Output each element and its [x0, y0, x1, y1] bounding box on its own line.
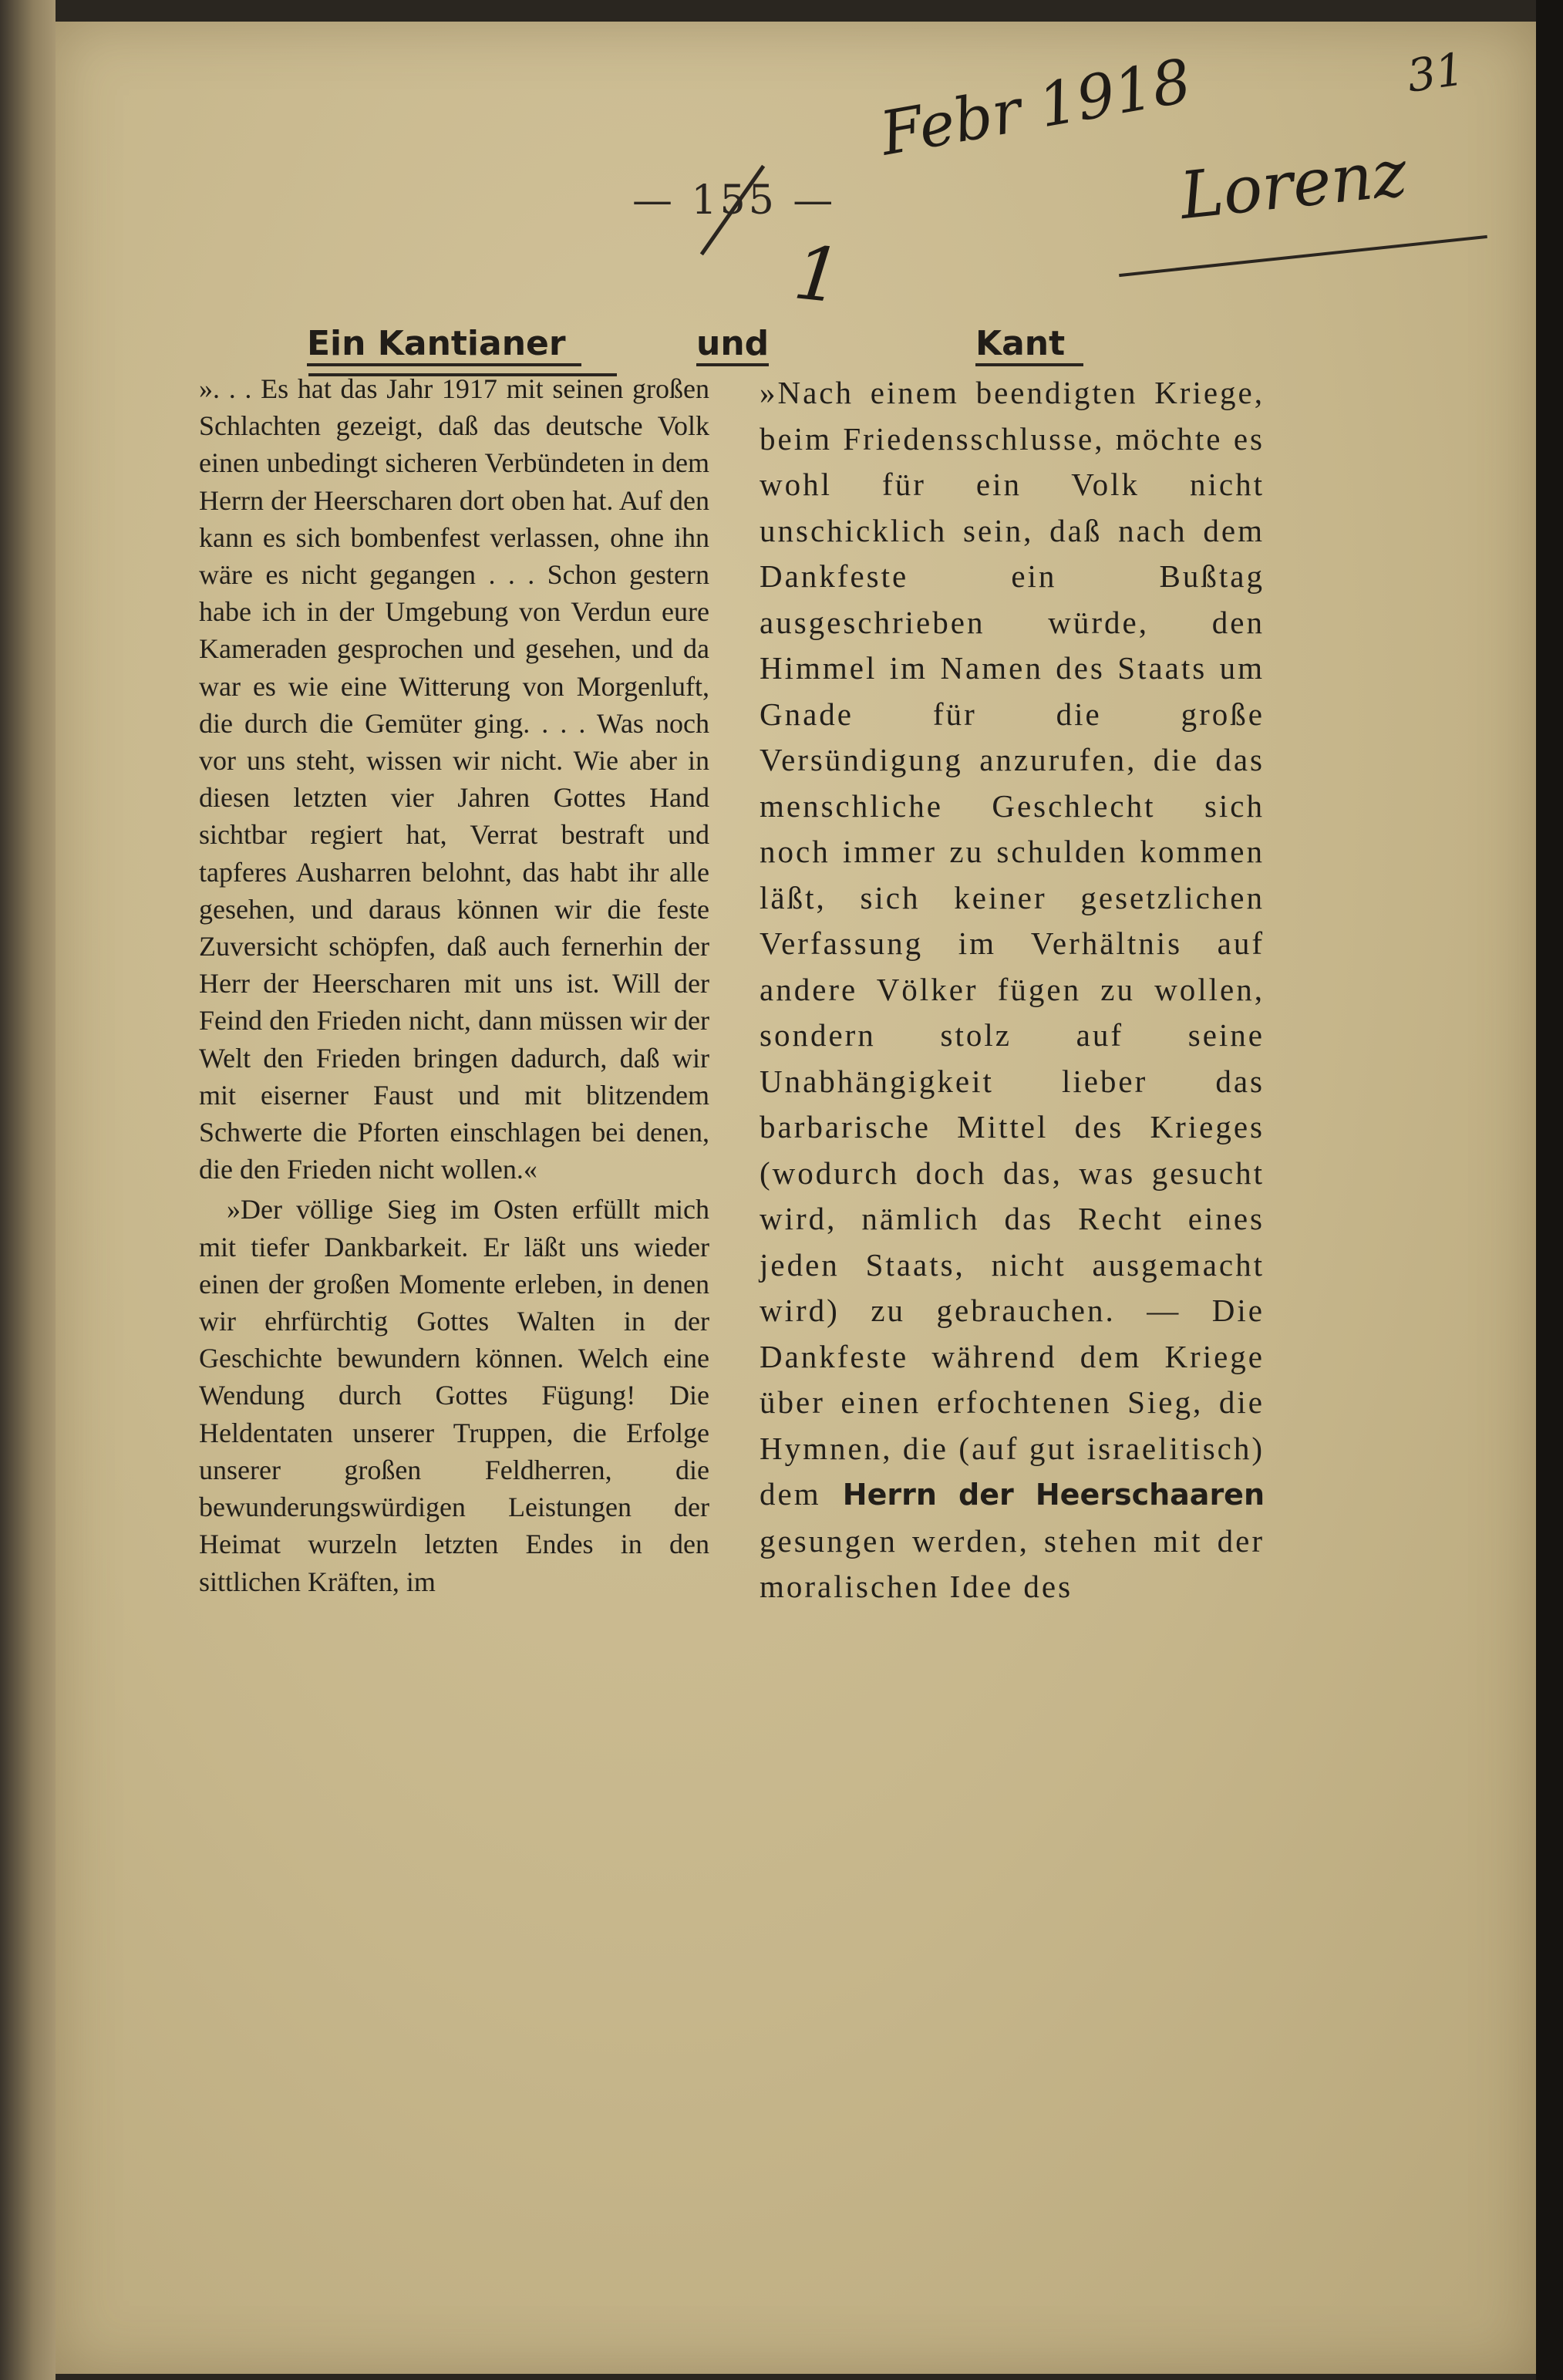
right-column	[760, 370, 1265, 1610]
right-column-text: »Nach einem beendigten Kriege, beim Friedensschlusse, möchte es wohl für ein Volk nicht unschicklich sein, daß nach dem Dankfeste ein Bußtag ausgeschrieben würde, den Himmel im Namen des Staats um Gnade für die große Versündigung anzurufen, die das menschliche Geschlecht sich noch immer zu schulden kommen läßt, sich keiner gesetzlichen Verfassung im Verhältnis auf andere Völker fügen zu wollen, sondern stolz auf seine Unabhängigkeit lieber das barbarische Mittel des Krieges (wodurch doch das, was gesucht wird, nämlich das Recht eines jeden Staats, nicht ausgemacht wird) zu gebrauchen. — Die Dankfeste während dem Kriege über einen erfochtenen Sieg, die Hymnen, die (auf gut israelitisch) dem	[760, 375, 1265, 1512]
handwritten-signature: Lorenz	[1176, 134, 1410, 234]
page-edge-shadow	[1536, 0, 1563, 2380]
right-column-paragraph	[760, 370, 1265, 1610]
title-part-und: und	[696, 324, 769, 366]
handwritten-correction-digit: 1	[790, 229, 846, 320]
title-part-kant: Kant	[975, 324, 1083, 366]
left-column	[199, 370, 709, 1600]
right-column-text: gesungen werden, stehen mit der moralischen Idee des	[760, 1522, 1265, 1604]
book-spine	[0, 0, 56, 2380]
left-column-paragraph: ». . . Es hat das Jahr 1917 mit seinen großen Schlachten gezeigt, daß das deutsche Volk einen unbedingt sicheren Verbündeten in dem Herrn der Heerscharen dort oben hat. Auf den kann es sich bombenfest verlassen, ohne ihn wäre es nicht gegangen . . . Schon gestern habe ich in der Umgebung von Verdun eure Kameraden gesprochen und gesehen, und da war es wie eine Witterung von Morgenluft, die durch die Gemüter ging. . . . Was noch vor uns steht, wissen wir nicht. Wie aber in diesen letzten vier Jahren Gottes Hand sichtbar regiert hat, Verrat bestraft und tapferes Ausharren belohnt, das habt ihr alle gesehen, und daraus können wir die feste Zuversicht schöpfen, daß auch fernerhin der Herr der Heerscharen mit uns ist. Will der Feind den Frieden nicht, dann müssen wir der Welt den Frieden bringen dadurch, daß wir mit eiserner Faust und mit blitzendem Schwerte die Pforten einschlagen bei denen, die den Frieden nicht wollen.«	[199, 373, 709, 1185]
left-column-paragraph: »Der völlige Sieg im Osten erfüllt mich mit tiefer Dankbarkeit. Er läßt uns wieder einen der großen Momente erleben, in denen wir ehrfürchtig Gottes Walten in der Geschichte bewundern können. Welch eine Wendung durch Gottes Fügung! Die Heldentaten unserer Truppen, die Erfolge unserer großen Feldherren, die bewunderungswürdigen Leistungen der Heimat wurzeln letzten Endes in den sittlichen Kräften, im	[199, 1194, 709, 1597]
handwritten-folio-number: 31	[1403, 42, 1468, 103]
handwritten-date-note: Febr 1918	[875, 46, 1197, 170]
right-column-bold-phrase: Herrn der Heerschaaren	[842, 1478, 1265, 1512]
title-part-ein-kantianer: Ein Kantianer	[307, 324, 581, 366]
page-number: — 155 —	[632, 177, 837, 224]
